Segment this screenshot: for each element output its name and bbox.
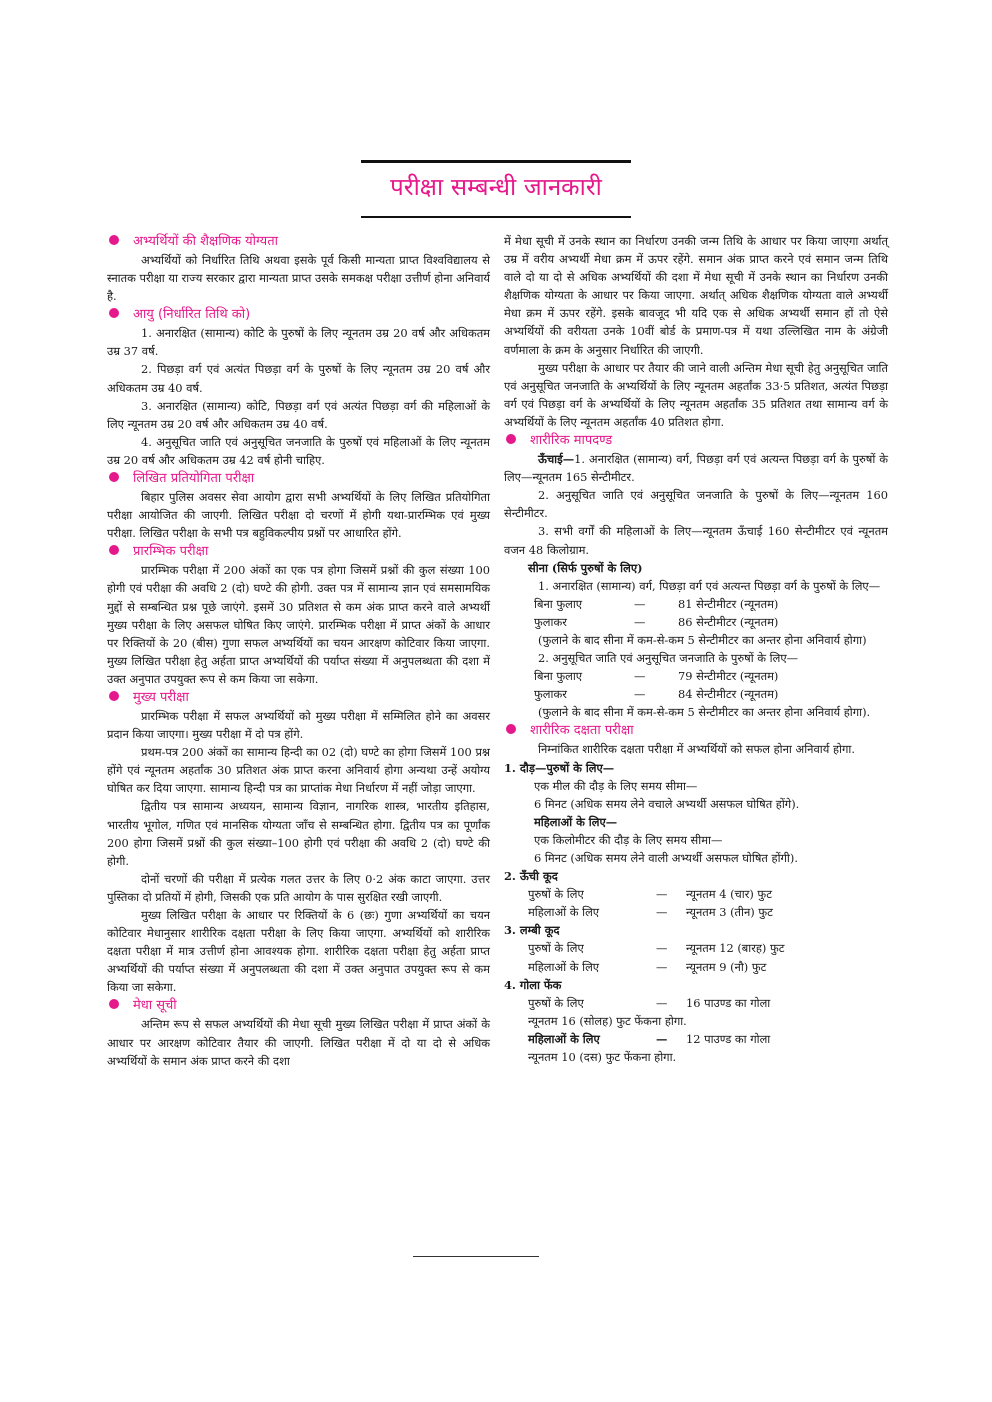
paragraph: में मेधा सूची में उनके स्थान का निर्धारण उनकी जन्म तिथि के आधार पर किया जाएगा अर्थात् उम्र में वरीय अभ्यर्थी मेधा क्रम में ऊपर रहेंगे. समान अंक प्राप्त करने एवं समान जन्म तिथि वाले दो या दो से अधिक अभ्यर्थियों की दशा में मेधा सूची में उनके स्थान का निर्धारण उनकी शैक्षणिक योग्यता के आधार पर किया जाएगा. अर्थात् अधिक शैक्षणिक योग्यता वाले अभ्यर्थी मेधा क्रम में ऊपर रहेंगे. इसके बावजूद भी यदि एक से अधिक अभ्यर्थी समान हों तो ऐसे अभ्यर्थियों की वरीयता उनके 10वीं बोर्ड के प्रमाण-पत्र में यथा उल्लिखित नाम के अंग्रेजी वर्णमाला के क्रम के अनुसार निर्धारित की जाएगी. [504,234,888,357]
section-heading: प्रारम्भिक परीक्षा [107,542,490,561]
title-top-rule [361,160,631,163]
measure-row: बिना फुलाए — 81 सेन्टीमीटर (न्यूनतम) [534,596,779,611]
subheading: 4. गोला फेंक [504,977,562,992]
paragraph: 1. अनारक्षित (सामान्य) वर्ग, पिछड़ा वर्ग एवं अत्यन्त पिछड़ा वर्ग के पुरुषों के लिए— [538,578,881,593]
paragraph: 1. अनारक्षित (सामान्य) कोटि के पुरुषों के लिए न्यूनतम उम्र 20 वर्ष और अधिकतम उम्र 37 वर्ष. [107,326,490,359]
paragraph: निम्नांकित शारीरिक दक्षता परीक्षा में अभ्यर्थियों को सफल होना अनिवार्य होगा. [538,742,855,757]
measure-row: पुरुषों के लिए — न्यूनतम 12 (बारह) फुट [528,941,785,956]
bullet-icon [506,724,516,734]
bullet-icon [109,545,119,555]
bullet-icon [109,999,119,1009]
paragraph: 2. अनुसूचित जाति एवं अनुसूचित जनजाति के पुरुषों के लिए—न्यूनतम 160 सेन्टीमीटर. [504,488,888,521]
paragraph: (फुलाने के बाद सीना में कम-से-कम 5 सेन्टीमीटर का अन्तर होना अनिवार्य होगा). [538,705,871,720]
page-title: परीक्षा सम्बन्धी जानकारी [390,173,602,201]
paragraph: 2. पिछड़ा वर्ग एवं अत्यंत पिछड़ा वर्ग के पुरुषों के लिए न्यूनतम उम्र 20 वर्ष और अधिकतम उम्र 40 वर्ष. [107,362,490,395]
title-bottom-rule [361,216,631,218]
subheading: महिलाओं के लिए— [534,814,618,829]
paragraph: प्रारम्भिक परीक्षा में सफल अभ्यर्थियों को मुख्य परीक्षा में सम्मिलित होने का अवसर प्रदान किया जाएगा। मुख्य परीक्षा में दो पत्र होंगे. [107,708,490,742]
measure-row: महिलाओं के लिए — न्यूनतम 9 (नौ) फुट [528,959,767,974]
section-heading: मेधा सूची [107,996,490,1015]
bullet-icon [109,691,119,701]
bullet-icon [109,308,119,318]
paragraph: न्यूनतम 16 (सोलह) फुट फेंकना होगा. [528,1013,687,1028]
section-heading: लिखित प्रतियोगिता परीक्षा [107,469,490,488]
paragraph: मुख्य परीक्षा के आधार पर तैयार की जाने वाली अन्तिम मेधा सूची हेतु अनुसूचित जाति एवं अनुसूचित जनजाति के अभ्यर्थियों के लिए न्यूनतम अहर्तांक 33·5 प्रतिशत, अत्यंत पिछड़ा वर्ग एवं पिछड़ा वर्ग के अभ्यर्थियों के लिए न्यूनतम अहर्तांक 35 प्रतिशत तथा सामान्य वर्ग के अभ्यर्थियों के लिए न्यूनतम अहर्तांक 40 प्रतिशत होगा. [504,360,888,429]
bullet-icon [109,235,119,245]
footer-rule [413,1256,539,1257]
paragraph: न्यूनतम 10 (दस) फुट फेंकना होगा. [528,1050,677,1065]
paragraph: प्रारम्भिक परीक्षा में 200 अंकों का एक पत्र होगा जिसमें प्रश्नों की कुल संख्या 100 होगी एवं परीक्षा की अवधि 2 (दो) घण्टे की होगी. उक्त पत्र में सामान्य ज्ञान एवं समसामयिक मुद्दों से सम्बन्धित प्रश्न पूछे जाएंगे. इसमें 30 प्रतिशत से कम अंक प्राप्त करने वाले अभ्यर्थी मुख्य परीक्षा के लिए असफल घोषित किए जाएंगे. प्रारम्भिक परीक्षा में प्राप्त अंकों के आधार पर रिक्तियों के 20 (बीस) गुणा सफल अभ्यर्थियों का चयन आरक्षण कोटिवार किया जाएगा. मुख्य लिखित परीक्षा हेतु अर्हता प्राप्त अभ्यर्थियों की पर्याप्त संख्या में अनुपलब्धता की दशा में उक्त अनुपात उपयुक्त रूप से कम किया जा सकेगा. [107,563,490,686]
measure-row: बिना फुलाए — 79 सेन्टीमीटर (न्यूनतम) [534,669,779,684]
measure-row: पुरुषों के लिए — 16 पाउण्ड का गोला [528,995,771,1010]
right-column [504,232,888,1066]
subheading: 1. दौड़—पुरुषों के लिए— [504,760,615,775]
section-heading: शारीरिक मापदण्ड [504,431,888,450]
measure-row: महिलाओं के लिए — न्यूनतम 3 (तीन) फुट [528,905,773,920]
section-heading: अभ्यर्थियों की शैक्षणिक योग्यता [107,232,490,251]
page-title-box [361,160,631,218]
measure-row: फुलाकर — 84 सेन्टीमीटर (न्यूनतम) [534,687,779,702]
paragraph: 2. अनुसूचित जाति एवं अनुसूचित जनजाति के पुरुषों के लिए— [538,651,799,666]
section-heading: मुख्य परीक्षा [107,688,490,707]
left-column [107,232,490,1070]
paragraph: द्वितीय पत्र सामान्य अध्ययन, सामान्य विज्ञान, नागरिक शास्त्र, भारतीय इतिहास, भारतीय भूगोल, गणित एवं मानसिक योग्यता जाँच से सम्बन्धित होगा. द्वितीय पत्र का पूर्णांक 200 होगा जिसमें प्रश्नों की कुल संख्या–100 होगी एवं परीक्षा की अवधि 2 (दो) घण्टे की होगी. [107,799,490,868]
section-heading: आयु (निर्धारित तिथि को) [107,305,490,324]
measure-row: महिलाओं के लिए — 12 पाउण्ड का गोला [528,1031,771,1046]
paragraph: 6 मिनट (अधिक समय लेने वाली अभ्यर्थी असफल घोषित होंगी). [534,851,798,865]
subheading: 3. लम्बी कूद [504,923,560,938]
paragraph: (फुलाने के बाद सीना में कम-से-कम 5 सेन्टीमीटर का अन्तर होना अनिवार्य होगा) [538,632,867,647]
paragraph: 6 मिनट (अधिक समय लेने वचाले अभ्यर्थी असफल घोषित होंगे). [534,796,800,811]
bullet-icon [506,434,516,444]
paragraph: 3. सभी वर्गों की महिलाओं के लिए—न्यूनतम ऊँचाई 160 सेन्टीमीटर एवं न्यूनतम वजन 48 किलोग्राम. [504,524,888,557]
paragraph: 3. अनारक्षित (सामान्य) कोटि, पिछड़ा वर्ग एवं अत्यंत पिछड़ा वर्ग की महिलाओं के लिए न्यूनतम उम्र 20 वर्ष और अधिकतम उम्र 40 वर्ष. [107,398,490,431]
measure-row: फुलाकर — 86 सेन्टीमीटर (न्यूनतम) [534,614,779,629]
paragraph: 4. अनुसूचित जाति एवं अनुसूचित जनजाति के पुरुषों एवं महिलाओं के लिए न्यूनतम उम्र 20 वर्ष और अधिकतम उम्र 42 वर्ष होनी चाहिए. [107,434,490,467]
height-label: ऊँचाई— [538,452,575,467]
paragraph: अन्तिम रूप से सफल अभ्यर्थियों की मेधा सूची मुख्य लिखित परीक्षा में प्राप्त अंकों के आधार पर आरक्षण कोटिवार तैयार की जाएगी. लिखित परीक्षा में दो या दो से अधिक अभ्यर्थियों के समान अंक प्राप्त करने की दशा [107,1017,490,1068]
paragraph: एक मील की दौड़ के लिए समय सीमा— [534,778,698,793]
subheading: सीना (सिर्फ पुरुषों के लिए) [528,560,643,575]
paragraph: दोनों चरणों की परीक्षा में प्रत्येक गलत उत्तर के लिए 0·2 अंक काटा जाएगा. उत्तर पुस्तिका दो प्रतियों में होगी, जिसकी एक प्रति आयोग के पास सुरक्षित रखी जाएगी. [107,871,490,904]
paragraph: एक किलोमीटर की दौड़ के लिए समय सीमा— [534,832,723,847]
section-heading: शारीरिक दक्षता परीक्षा [504,721,888,740]
paragraph: अभ्यर्थियों को निर्धारित तिथि अथवा इसके पूर्व किसी मान्यता प्राप्त विश्वविद्यालय से स्नातक परीक्षा या राज्य सरकार द्वारा मान्यता प्राप्त उसके समकक्ष परीक्षा उत्तीर्ण होना अनिवार्य है. [107,253,490,304]
paragraph: बिहार पुलिस अवसर सेवा आयोग द्वारा सभी अभ्यर्थियों के लिए लिखित प्रतियोगिता परीक्षा आयोजित की जाएगी. लिखित परीक्षा दो चरणों में होगी यथा-प्रारम्भिक एवं मुख्य परीक्षा. लिखित परीक्षा के सभी पत्र बहुविकल्पीय प्रश्नों पर आधारित होंगे. [107,490,490,541]
paragraph: प्रथम-पत्र 200 अंकों का सामान्य हिन्दी का 02 (दो) घण्टे का होगा जिसमें 100 प्रश्न होंगे एवं न्यूनतम अहर्तांक 30 प्रतिशत अंक प्राप्त करना अनिवार्य होगा अन्यथा उन्हें अयोग्य घोषित कर दिया जाएगा. सामान्य हिन्दी पत्र का प्राप्तांक मेधा निर्धारण में नहीं जोड़ा जाएगा. [107,745,490,796]
measure-row: पुरुषों के लिए — न्यूनतम 4 (चार) फुट [528,887,772,902]
paragraph: ऊँचाई—1. अनारक्षित (सामान्य) वर्ग, पिछड़ा वर्ग एवं अत्यन्त पिछड़ा वर्ग के पुरुषों के लिए—न्यूनतम 165 सेन्टीमीटर. [504,452,888,485]
subheading: 2. ऊँची कूद [504,869,558,884]
paragraph: मुख्य लिखित परीक्षा के आधार पर रिक्तियों के 6 (छः) गुणा अभ्यर्थियों का चयन कोटिवार मेधानुसार शारीरिक दक्षता परीक्षा के लिए किया जाएगा. अभ्यर्थियों को शारीरिक दक्षता परीक्षा में मात्र उत्तीर्ण होना आवश्यक होगा. शारीरिक दक्षता परीक्षा हेतु अर्हता प्राप्त अभ्यर्थियों की पर्याप्त संख्या में अनुपलब्धता की दशा में उक्त अनुपात उपयुक्त रूप से कम किया जा सकेगा. [107,908,490,995]
bullet-icon [109,472,119,482]
